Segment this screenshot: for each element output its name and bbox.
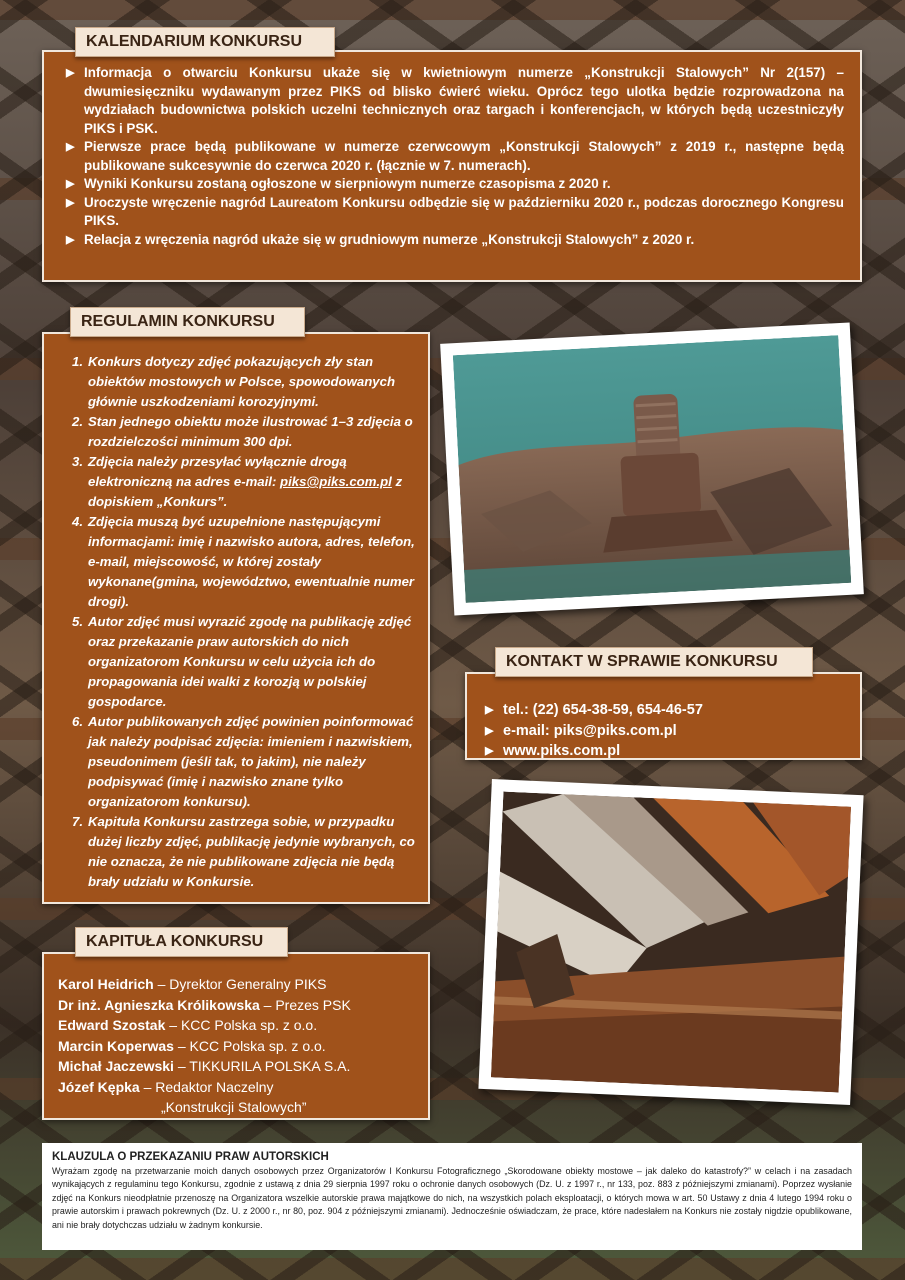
calendar-item: ▶ Relacja z wręczenia nagród ukaże się w grudniowym numerze „Konstrukcji Stalowych” z 2020 r.: [66, 231, 844, 250]
rules-heading: REGULAMIN KONKURSU: [70, 307, 305, 337]
rules-panel: [42, 332, 430, 904]
rule-item: 6. Autor publikowanych zdjęć powinien poinformować jak należy podpisać zdjęcia: imieniem i nazwiskiem, pseudonimem (jeśli tak, to jakim), nie należy podpisywać (imię i nazwisko znane tylko organizatorom konkursu).: [72, 714, 414, 809]
jury-member: Józef Kępka – Redaktor Naczelny: [58, 1078, 274, 1095]
rusted-girders-image: [491, 792, 851, 1093]
contact-list: [467, 674, 860, 762]
copyright-clause: [42, 1143, 862, 1250]
contact-heading: KONTAKT W SPRAWIE KONKURSU: [495, 647, 813, 677]
rule-item: 3. Zdjęcia należy przesyłać wyłącznie drogą elektroniczną na adres e-mail: piks@piks.com.pl z dopiskiem „Konkurs”.: [72, 454, 403, 509]
clause-text: Wyrażam zgodę na przetwarzanie moich danych osobowych przez Organizatorów I Konkursu Fotograficznego „Skorodowane obiekty mostowe – jak daleko do katastrofy?” w celach i na zasadach wynikających z regulaminu tego Konkursu, zgodnie z ustawą z dnia 29 sierpnia 1997 roku o ochronie danych osobowych (Dz. U. z 1997 r., nr 133, poz. 883 z późniejszymi zmianami). Poprzez wysłanie zdjęć na Konkurs nieodpłatnie przenoszę na Organizatora wszelkie autorskie prawa majątkowe do nich, na wszystkich polach eksploatacji, o których mowa w art. 50 Ustawy z dnia 4 lutego 1994 roku o prawie autorskim i prawach pokrewnych (Dz. U. z 2000 r., nr 80, poz. 904 z późniejszymi zmianami). Jednocześnie oświadczam, że prace, które nadesłałem na Konkurs nie zostały nigdzie opublikowane, ani nie brały dotychczas udziału w żadnym konkursie.: [52, 1166, 852, 1230]
arrow-right-icon: ▶: [66, 178, 75, 190]
rule-item: 5. Autor zdjęć musi wyrazić zgodę na publikację zdjęć oraz przekazanie praw autorskich do nich organizatorom Konkursu w celu użycia ich do propagowania idei walki z korozją w polskiej gospodarce.: [72, 614, 412, 709]
corroded-bolt-image: [453, 335, 851, 603]
rules-list: [44, 334, 428, 898]
jury-panel: [42, 952, 430, 1120]
rules-email-link[interactable]: piks@piks.com.pl: [280, 474, 392, 489]
calendar-item: ▶ Wyniki Konkursu zostaną ogłoszone w sierpniowym numerze czasopisma z 2020 r.: [66, 175, 844, 194]
rule-item: 1. Konkurs dotyczy zdjęć pokazujących zły stan obiektów mostowych w Polsce, spowodowanych głównie uszkodzeniami korozyjnymi.: [72, 354, 396, 409]
jury-member: Marcin Koperwas – KCC Polska sp. z o.o.: [58, 1037, 326, 1054]
contact-panel: [465, 672, 862, 760]
jury-member: Edward Szostak – KCC Polska sp. z o.o.: [58, 1017, 318, 1033]
jury-member: Michał Jaczewski – TIKKURILA POLSKA S.A.: [58, 1058, 351, 1074]
calendar-item: ▶ Informacja o otwarciu Konkursu ukaże się w kwietniowym numerze „Konstrukcji Stalowych” Nr 2(157) – dwumiesięczniku wydawanym przez PIKS od blisko ćwierć wieku. Oprócz tego ulotka będzie rozprowadzona na wydziałach budownictwa polskich uczelni technicznych oraz targach i konferencjach, w których będą uczestniczyły PIKS i PSK.: [66, 65, 844, 136]
rule-item: 4. Zdjęcia muszą być uzupełnione następującymi informacjami: imię i nazwisko autora, adres, telefon, e-mail, miejscowość, w której zostały wykonane(gmina, województwo, ewentualnie numer drogi).: [72, 514, 415, 609]
rule-item: 2. Stan jednego obiektu może ilustrować 1–3 zdjęcia o rozdzielczości minimum 300 dpi.: [72, 414, 413, 449]
corroded-bolt-photo: [440, 322, 864, 615]
jury-member: Karol Heidrich – Dyrektor Generalny PIKS: [58, 976, 327, 992]
contact-website[interactable]: ▶ www.piks.com.pl: [485, 741, 850, 762]
rusted-girders-photo: [478, 779, 863, 1105]
contact-phone: ▶ tel.: (22) 654-38-59, 654-46-57: [485, 700, 850, 721]
contact-email[interactable]: ▶ e-mail: piks@piks.com.pl: [485, 721, 850, 742]
arrow-right-icon: ▶: [66, 67, 75, 79]
jury-member-continuation: „Konstrukcji Stalowych”: [161, 1099, 307, 1115]
calendar-heading: KALENDARIUM KONKURSU: [75, 27, 335, 57]
calendar-item: ▶ Pierwsze prace będą publikowane w numerze czerwcowym „Konstrukcji Stalowych” z 2019 r., następne będą publikowane sukcesywnie do czerwca 2020 r. (łącznie w 7. numerach).: [66, 139, 844, 173]
arrow-right-icon: ▶: [66, 196, 75, 209]
clause-title: KLAUZULA O PRZEKAZANIU PRAW AUTORSKICH: [52, 1151, 329, 1163]
arrow-right-icon: ▶: [485, 724, 494, 737]
rule-item: 7. Kapituła Konkursu zastrzega sobie, w przypadku dużej liczby zdjęć, publikację jedynie wybranych, co nie oznacza, że nie publikowane zdjęcia nie będą brały udziału w Konkursie.: [72, 814, 415, 889]
calendar-panel: [42, 50, 862, 282]
jury-heading: KAPITUŁA KONKURSU: [75, 927, 288, 957]
arrow-right-icon: ▶: [66, 141, 75, 153]
calendar-list: [44, 52, 860, 257]
arrow-right-icon: ▶: [66, 233, 75, 246]
arrow-right-icon: ▶: [485, 704, 494, 716]
calendar-item: ▶ Uroczyste wręczenie nagród Laureatom Konkursu odbędzie się w październiku 2020 r., podczas dorocznego Kongresu PIKS.: [66, 194, 844, 228]
arrow-right-icon: ▶: [485, 745, 494, 757]
jury-list: [44, 954, 428, 1118]
jury-member: Dr inż. Agnieszka Królikowska – Prezes PSK: [58, 996, 351, 1013]
